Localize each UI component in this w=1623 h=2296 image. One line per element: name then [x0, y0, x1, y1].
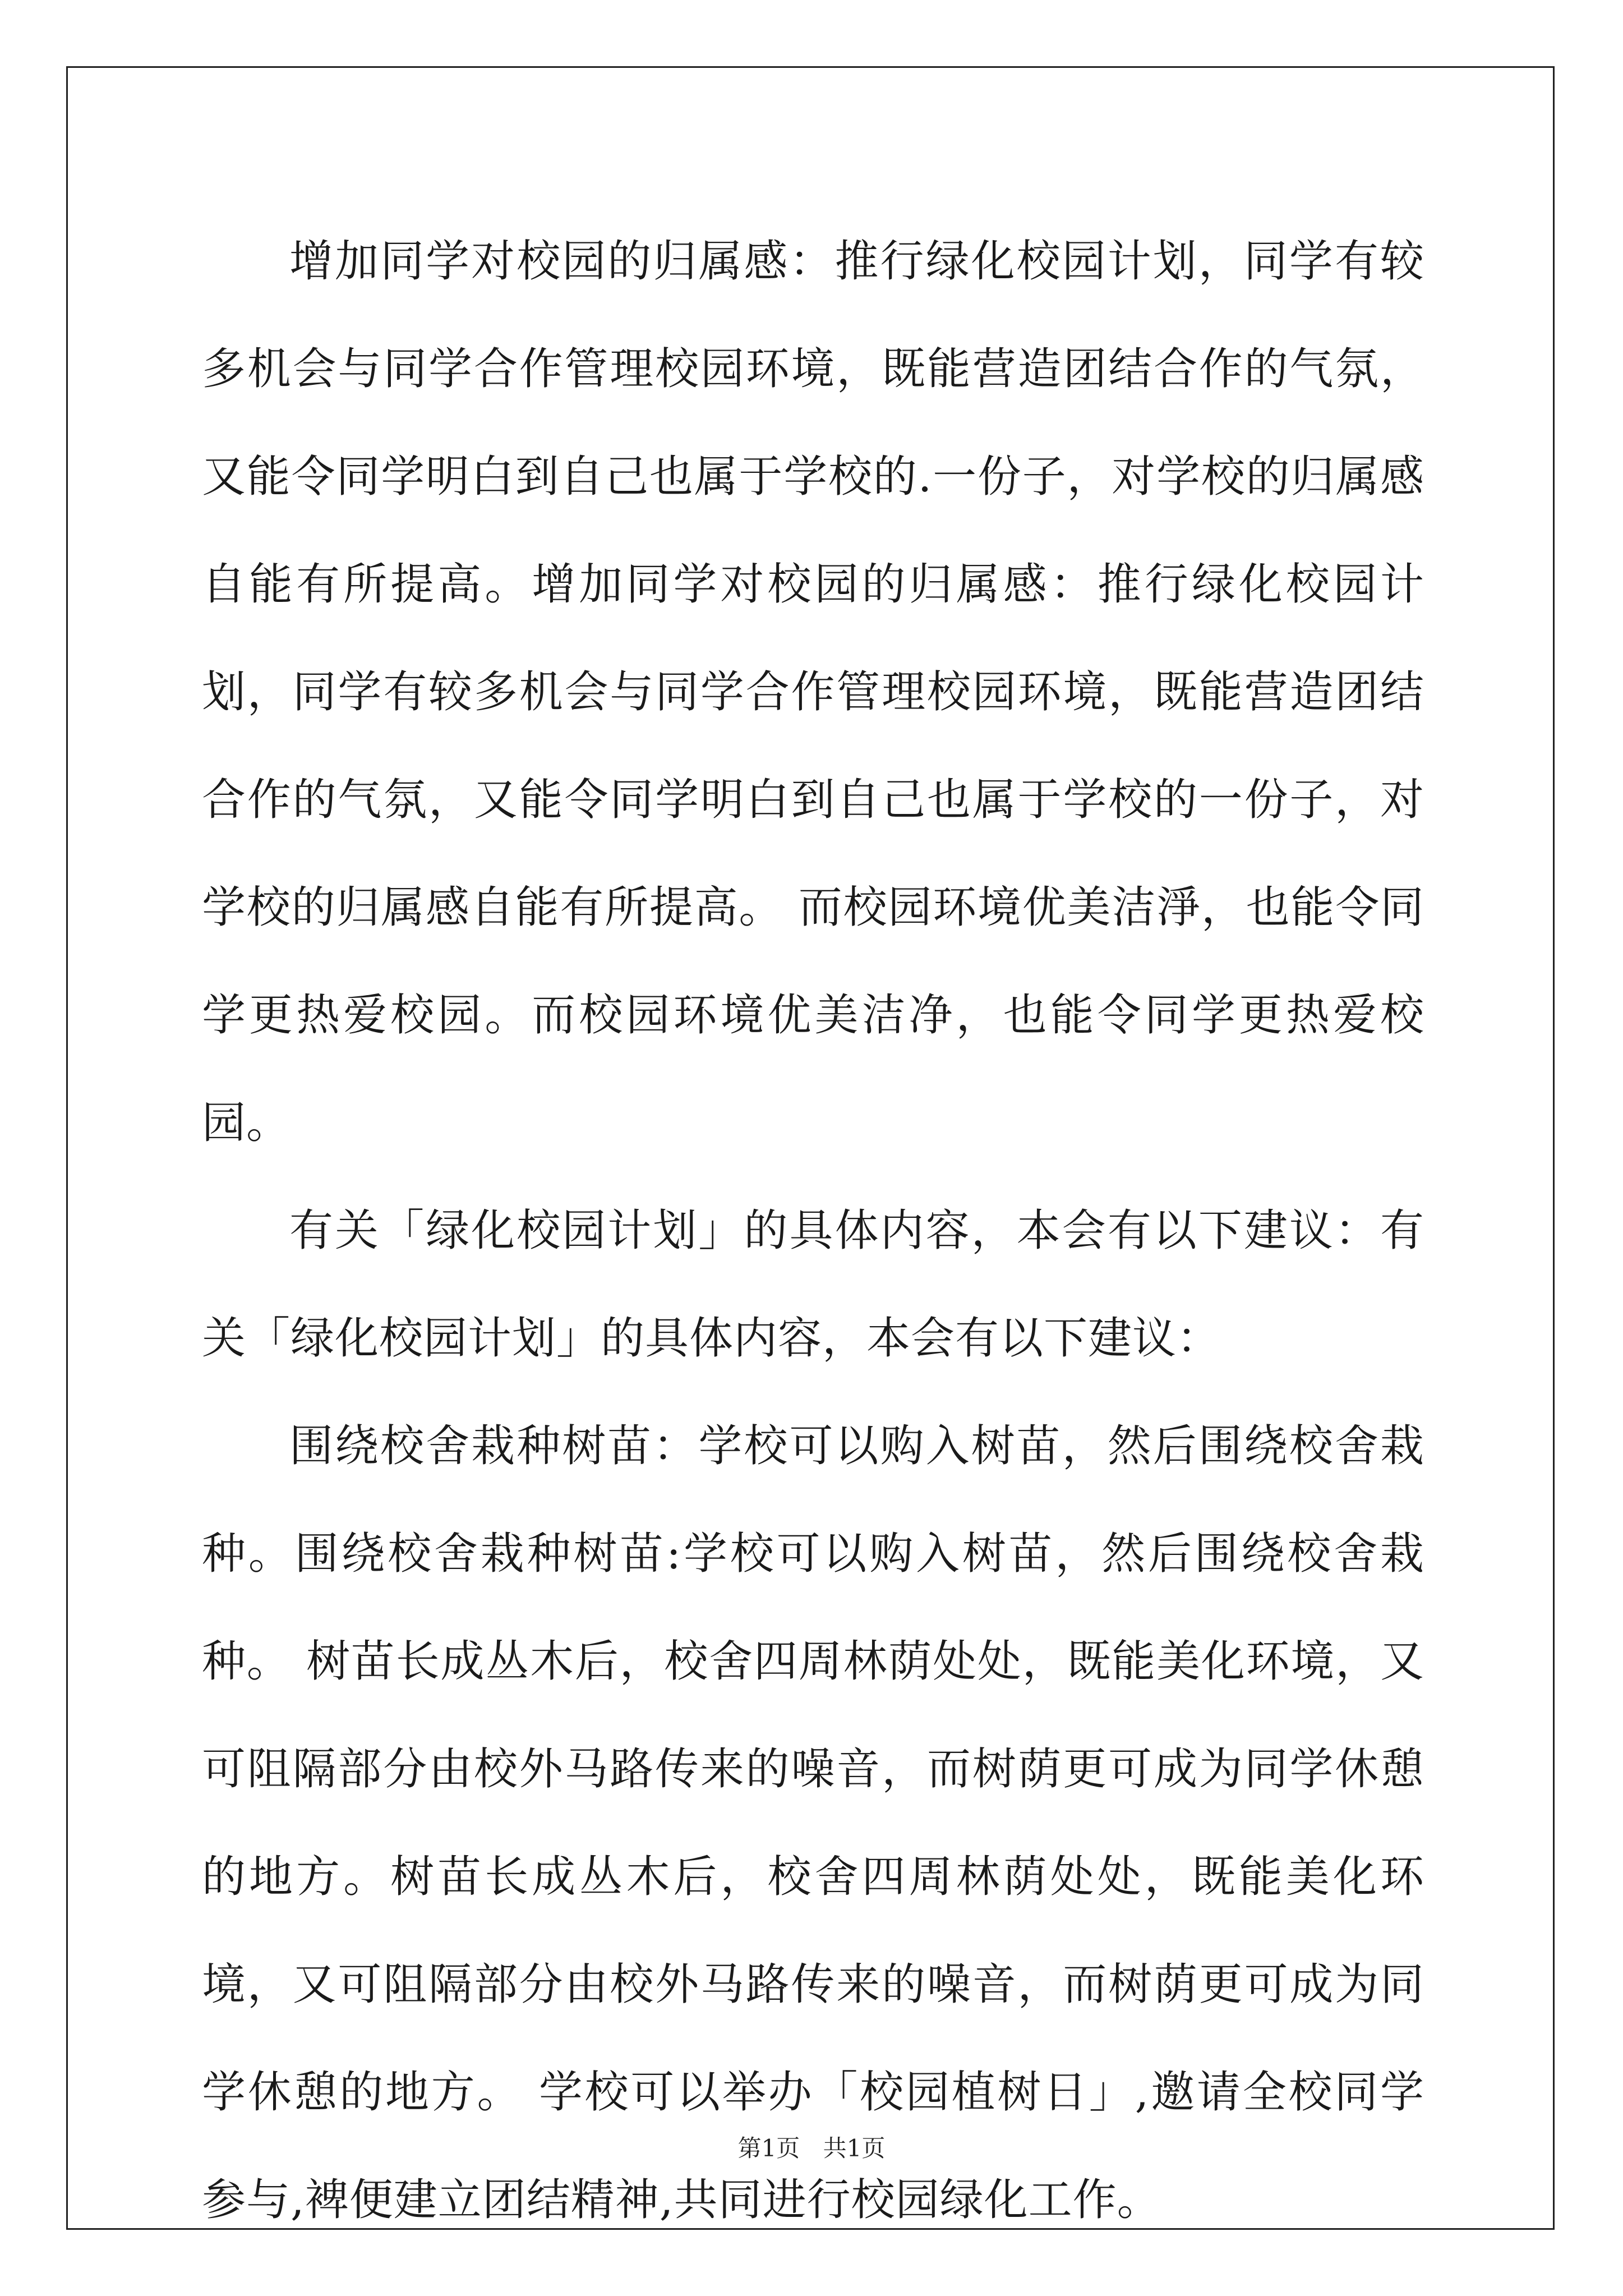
paragraph-tree-planting: 围绕校舍栽种树苗：学校可以购入树苗，然后围绕校舍栽种。围绕校舍栽种树苗:学校可以购入树苗，然后围绕校舍栽种。 树苗长成丛木后，校舍四周林荫处处，既能美化环境，又可阻隔部分由校外马路传来的噪音，而树荫更可成为同学休憩的地方。树苗长成丛木后，校舍四周林荫处处，既能美化环境，又可阻隔部分由校外马路传来的噪音，而树荫更可成为同学休憩的地方。 学校可以举办「校园植树日」,邀请全校同学参与,裨便建立团结精神,共同进行校园绿化工作。 — [202, 1421, 1424, 2225]
page-number: 第1页 — [737, 2134, 800, 2162]
page-footer — [0, 2132, 1623, 2165]
page-total: 共1页 — [823, 2134, 886, 2162]
document-body — [202, 208, 1424, 2254]
paragraph-belonging: 增加同学对校园的归属感：推行绿化校园计划，同学有较多机会与同学合作管理校园环境，既能营造团结合作的气氛，又能令同学明白到自己也属于学校的.一份子，对学校的归属感自能有所提高。增加同学对校园的归属感：推行绿化校园计划，同学有较多机会与同学合作管理校园环境，既能营造团结合作的气氛，又能令同学明白到自己也属于学校的一份子，对学校的归属感自能有所提高。 而校园环境优美洁淨，也能令同学更热爱校园。而校园环境优美洁净，也能令同学更热爱校园。 — [202, 236, 1424, 1148]
paragraph-plan-intro: 有关「绿化校园计划」的具体内容，本会有以下建议：有关「绿化校园计划」的具体内容，本会有以下建议： — [202, 1205, 1424, 1364]
